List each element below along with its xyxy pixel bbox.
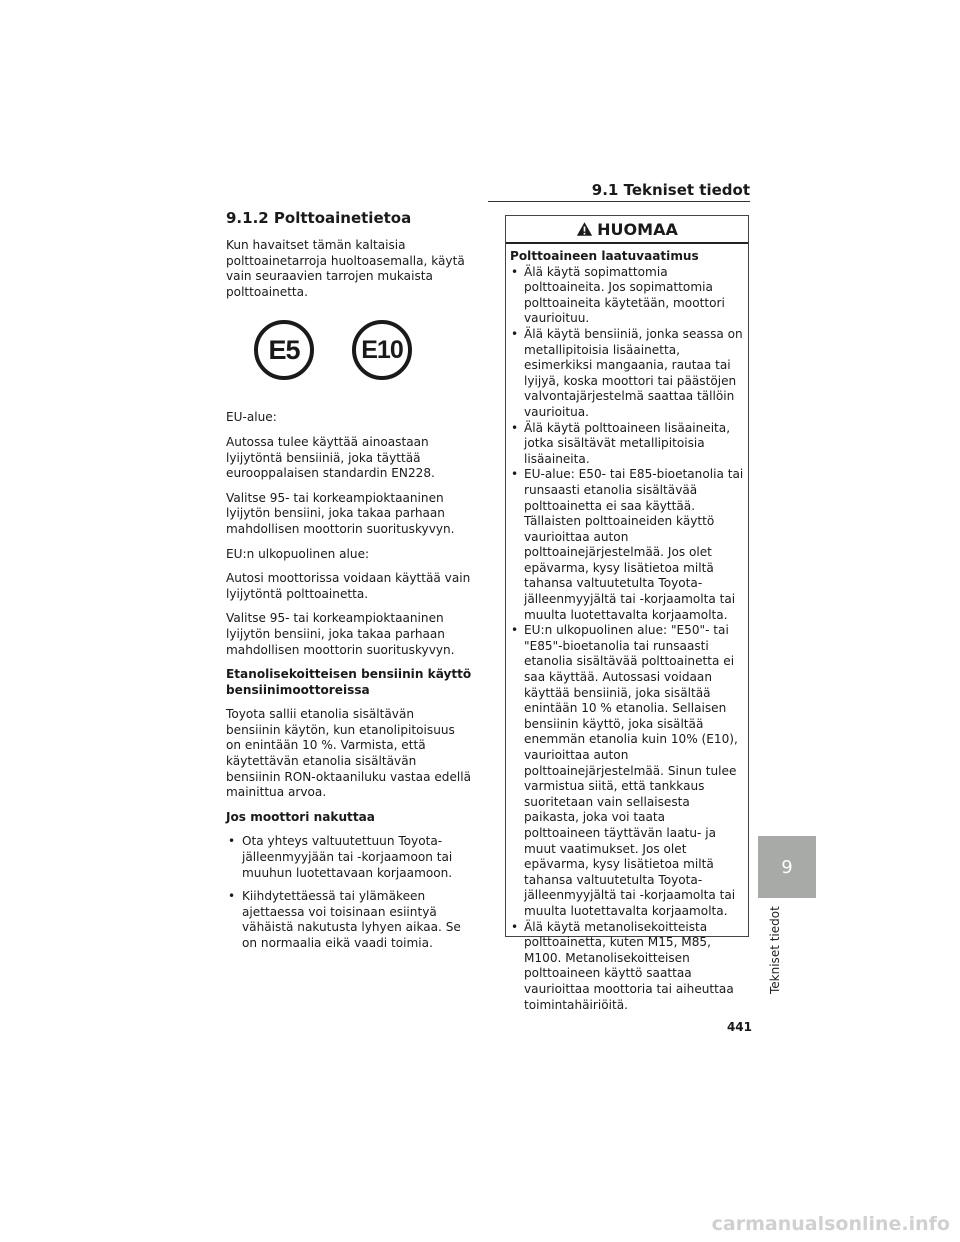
- list-item: • Kiihdytettäessä tai ylämäkeen ajettaessa voi toisinaan esiintyä vähäistä nakutusta lyhyen aikaa. Se on normaalia eikä vaadi toimia.: [226, 889, 472, 951]
- list-item: • EU-alue: E50- tai E85-bioetanolia tai runsaasti etanolia sisältävää polttoainetta ei saa käyttää. Tällaisten polttoaineiden käyttö vaurioittaa auton polttoainejärjestelmää. Jos olet epävarma, kysy lisätietoa miltä tahansa valtuutetulta Toyota-jälleenmyyjältä tai -korjaamolta tai muulta luotettavalta korjaamolta.: [510, 467, 744, 623]
- chapter-label: Tekniset tiedot: [768, 906, 782, 994]
- notice-heading: HUOMAA: [597, 219, 678, 239]
- noneu-label: EU:n ulkopuolinen alue:: [226, 546, 370, 561]
- notice-subtitle: Polttoaineen laatuvaatimus: [510, 249, 699, 263]
- list-item: • Ota yhteys valtuutettuun Toyota-jälleenmyyjään tai -korjaamoon tai muuhun luotettavaan korjaamoon.: [226, 834, 472, 881]
- noneu-text-1: Autosi moottorissa voidaan käyttää vain lyijytöntä polttoainetta.: [226, 571, 471, 601]
- chapter-tab: 9: [758, 836, 816, 898]
- notice-body: [506, 244, 748, 1013]
- e10-fuel-label-icon: E10: [352, 320, 412, 380]
- e5-fuel-label-icon: E5: [254, 320, 314, 380]
- section-header: 9.1 Tekniset tiedot: [488, 179, 750, 202]
- list-item: • EU:n ulkopuolinen alue: "E50"- tai "E85"-bioetanolia tai runsaasti etanolia sisältävää polttoainetta ei saa käyttää. Autossasi voidaan käyttää bensiiniä, joka sisältää enintään 10 % etanolia. Sellaisen bensiinin käyttö, joka sisältää enemmän etanolia kuin 10% (E10), vaurioittaa auton polttoainejärjestelmää. Sinun tulee varmistua siitä, että tankkaus suoritetaan vain sellaisesta paikasta, joka voi taata polttoaineen täyttävän laatu- ja muut vaatimukset. Jos olet epävarma, kysy lisätietoa miltä tahansa valtuutetulta Toyota-jälleenmyyjältä tai -korjaamolta tai muulta luotettavalta korjaamolta.: [510, 623, 744, 919]
- notice-box: [505, 215, 749, 1012]
- ethanol-text: Toyota sallii etanolia sisältävän bensiinin käytön, kun etanolipitoisuus on enintään 10 %. Varmista, että käytettävän etanolia sisältävän bensiinin RON-oktaaniluku vastaa edellä mainittua arvoa.: [226, 707, 472, 800]
- eu-label: EU-alue:: [226, 410, 277, 425]
- watermark: carmanualsonline.info: [711, 1213, 950, 1235]
- list-item: • Älä käytä metanolisekoitteista polttoainetta, kuten M15, M85, M100. Metanolisekoitteisen polttoaineen käyttö saattaa vaurioittaa moottoria tai aiheuttaa toimintahäiriöitä.: [510, 920, 744, 1014]
- fuel-label-row: [254, 320, 472, 380]
- section-title: 9.1.2 Polttoainetietoa: [226, 209, 412, 227]
- eu-text-1: Autossa tulee käyttää ainoastaan lyijytöntä bensiiniä, joka täyttää eurooppalaisen standardin EN228.: [226, 434, 435, 481]
- intro-text: Kun havaitset tämän kaltaisia polttoainetarroja huoltoasemalla, käytä vain seuraavien tarrojen mukaista polttoainetta.: [226, 238, 465, 299]
- notice-header: [506, 216, 748, 244]
- list-item: • Älä käytä polttoaineen lisäaineita, jotka sisältävät metallipitoisia lisäaineita.: [510, 421, 744, 468]
- knock-heading: Jos moottori nakuttaa: [226, 809, 375, 824]
- eu-text-2: Valitse 95- tai korkeampioktaaninen lyijytön bensiini, joka takaa parhaan mahdollisen moottorin suorituskyvyn.: [226, 490, 455, 536]
- main-column: [226, 208, 472, 960]
- warning-icon: [576, 221, 593, 237]
- knock-list: [226, 834, 472, 951]
- list-item: • Älä käytä sopimattomia polttoaineita. Jos sopimattomia polttoaineita käytetään, moottori vaurioituu.: [510, 265, 744, 327]
- page-number: 441: [726, 1020, 752, 1034]
- list-item: • Älä käytä bensiiniä, jonka seassa on metallipitoisia lisäainetta, esimerkiksi mangaania, rautaa tai lyijyä, koska moottori tai päästöjen valvontajärjestelmä saattaa tällöin vaurioitua.: [510, 327, 744, 421]
- ethanol-heading: Etanolisekoitteisen bensiinin käyttö bensiinimoottoreissa: [226, 667, 472, 697]
- noneu-text-2: Valitse 95- tai korkeampioktaaninen lyijytön bensiini, joka takaa parhaan mahdollisen moottorin suorituskyvyn.: [226, 611, 455, 657]
- notice-list: [510, 265, 744, 1014]
